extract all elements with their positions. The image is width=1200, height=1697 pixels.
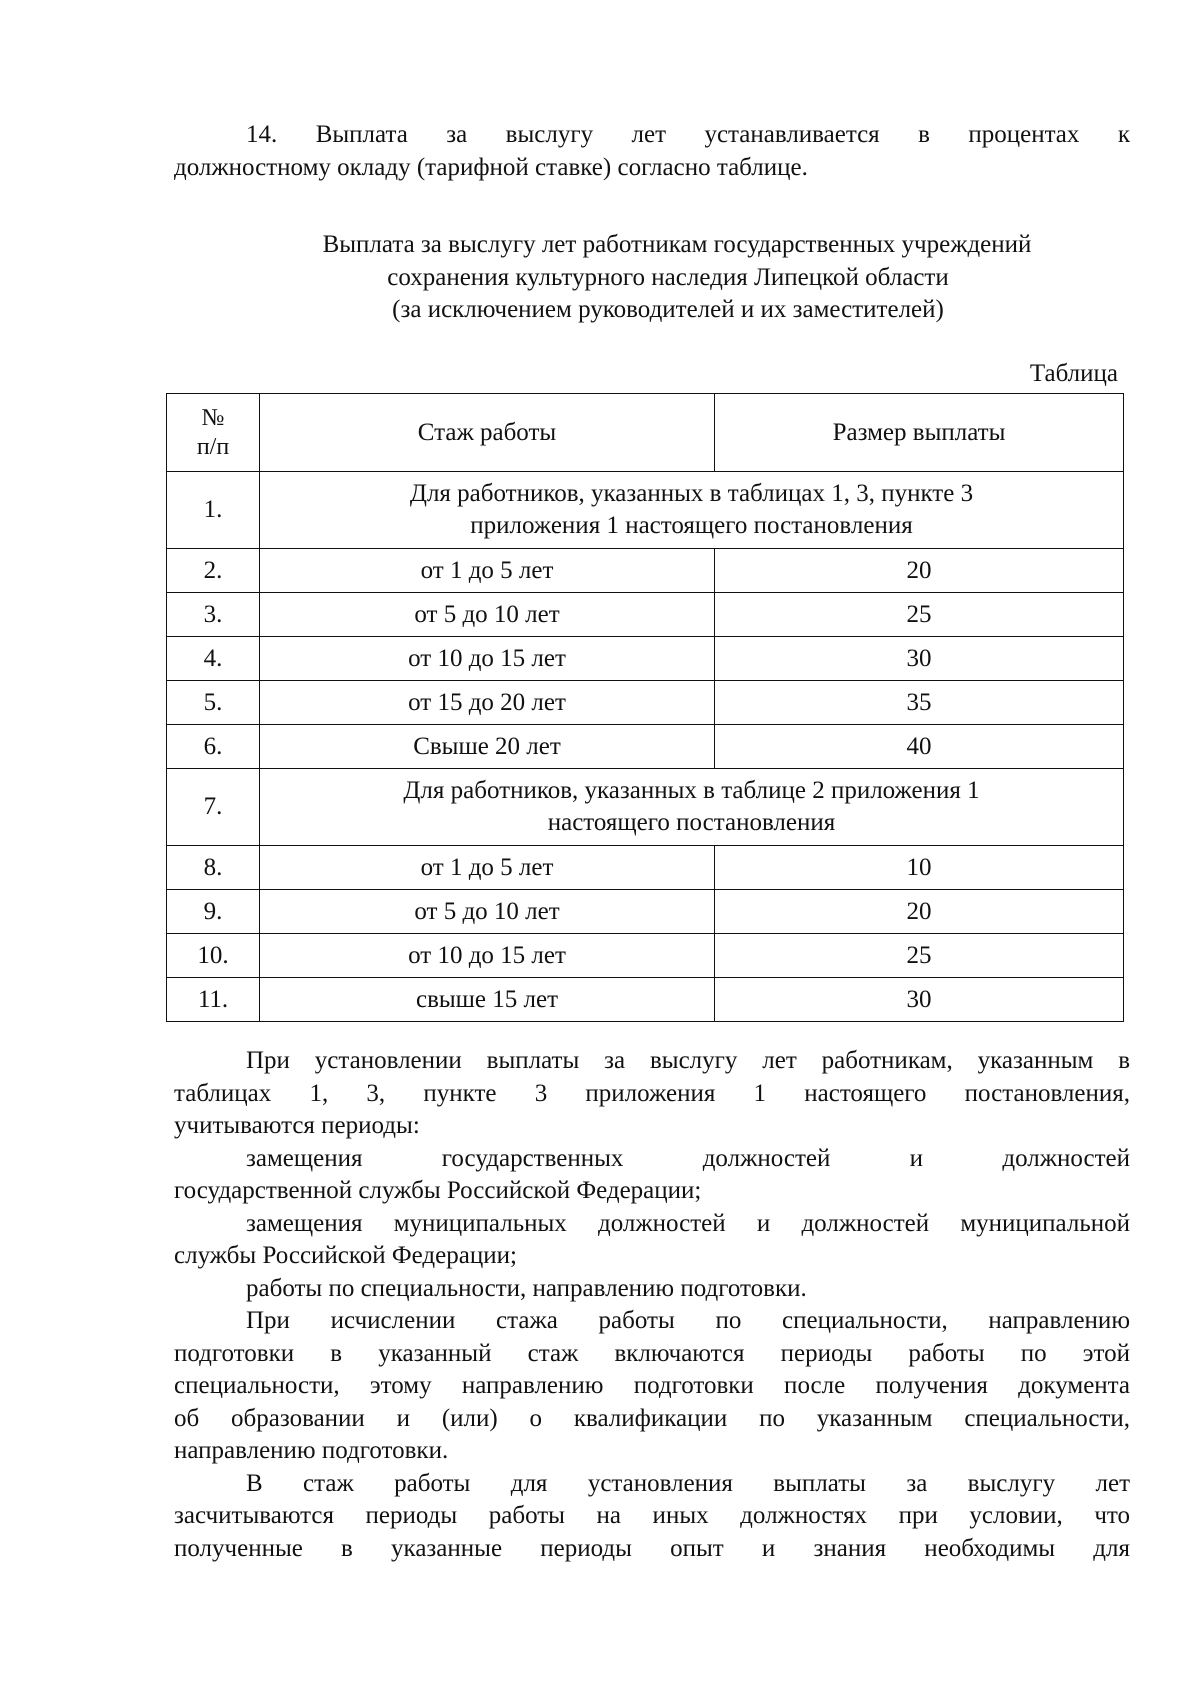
text-line: полученные в указанные периоды опыт и знания необходимы для [174,1534,1130,1562]
row-num: 10. [167,934,260,978]
text-line: специальности, этому направлению подготовки после получения документа [174,1372,1130,1399]
row-size: 20 [715,549,1124,593]
row-period: от 10 до 15 лет [260,934,715,978]
paragraph [174,1045,1130,1143]
header-period: Стаж работы [260,394,715,472]
table-row [167,846,1124,890]
table-row [167,978,1124,1022]
text-line: службы Российской Федерации; [174,1242,517,1269]
title-line-1: Выплата за выслугу лет работникам государственных учреждений [322,231,1032,258]
group-text [260,472,1124,549]
title-line-3: (за исключением руководителей и их заместителей) [392,296,944,323]
paragraph [174,1143,1130,1208]
table-title [174,229,1130,327]
text-line: замещения муниципальных должностей и должностей муниципальной [246,1209,1130,1237]
row-size: 10 [715,846,1124,890]
table-row [167,681,1124,725]
row-period: от 5 до 10 лет [260,890,715,934]
row-size: 35 [715,681,1124,725]
text-line: учитываются периоды: [174,1112,420,1139]
row-num: 4. [167,637,260,681]
table-label: Таблица [1029,360,1118,387]
row-num: 3. [167,593,260,637]
row-num: 8. [167,846,260,890]
paragraph [174,1273,1130,1306]
row-num: 2. [167,549,260,593]
table-row [167,549,1124,593]
row-period: свыше 15 лет [260,978,715,1022]
header-num [167,394,260,472]
text-line: засчитываются периоды работы на иных должностях при условии, что [174,1502,1130,1529]
table-header-row [167,394,1124,472]
text-line: направлению подготовки. [174,1437,449,1464]
text-line: замещения государственных должностей и должностей [246,1144,1130,1172]
row-num: 6. [167,725,260,769]
row-period: от 5 до 10 лет [260,593,715,637]
paragraph [174,1208,1130,1273]
text-line: таблицах 1, 3, пункте 3 приложения 1 настоящего постановления, [174,1079,1130,1107]
row-size: 40 [715,725,1124,769]
text-line: об образовании и (или) о квалификации по указанным специальности, [174,1404,1130,1432]
text-line: работы по специальности, направлению подготовки. [246,1274,807,1302]
body-text [174,1045,1130,1565]
intro-paragraph [174,119,1130,184]
row-size: 30 [715,978,1124,1022]
group-text [260,769,1124,846]
text-line: В стаж работы для установления выплаты за выслугу лет [246,1469,1130,1497]
group-line-1: Для работников, указанных в таблицах 1, 3, пункте 3 [409,480,974,507]
row-size: 20 [715,890,1124,934]
group-line-2: приложения 1 настоящего постановления [470,512,913,539]
paragraph [174,1305,1130,1468]
row-size: 30 [715,637,1124,681]
title-line-2: сохранения культурного наследия Липецкой области [387,263,949,291]
header-size: Размер выплаты [715,394,1124,472]
row-period: от 1 до 5 лет [260,846,715,890]
row-num: 9. [167,890,260,934]
table-group-row [167,472,1124,549]
row-period: Свыше 20 лет [260,725,715,769]
text-line: подготовки в указанный стаж включаются периоды работы по этой [174,1339,1130,1367]
num-sub: п/п [196,433,230,460]
row-num: 5. [167,681,260,725]
group-num: 7. [167,769,260,846]
row-period: от 15 до 20 лет [260,681,715,725]
row-size: 25 [715,593,1124,637]
text-line: При исчислении стажа работы по специальности, направлению [246,1307,1130,1334]
text-line: При установлении выплаты за выслугу лет работникам, указанным в [246,1047,1130,1074]
text-line: государственной службы Российской Федерации; [174,1177,702,1204]
intro-line-1: 14. Выплата за выслугу лет устанавливается в процентах к [246,121,1130,148]
group-line-1: Для работников, указанных в таблице 2 приложения 1 [403,777,980,804]
paragraph [174,1468,1130,1566]
row-period: от 10 до 15 лет [260,637,715,681]
intro-line-2: должностному окладу (тарифной ставке) согласно таблице. [174,153,808,181]
num-sign: № [201,404,225,431]
table-row [167,593,1124,637]
group-line-2: настоящего постановления [547,809,836,836]
group-num: 1. [167,472,260,549]
row-num: 11. [167,978,260,1022]
table-row [167,890,1124,934]
table-row [167,934,1124,978]
table-row [167,637,1124,681]
row-period: от 1 до 5 лет [260,549,715,593]
table-row [167,725,1124,769]
seniority-table [166,393,1124,1022]
table-group-row [167,769,1124,846]
row-size: 25 [715,934,1124,978]
